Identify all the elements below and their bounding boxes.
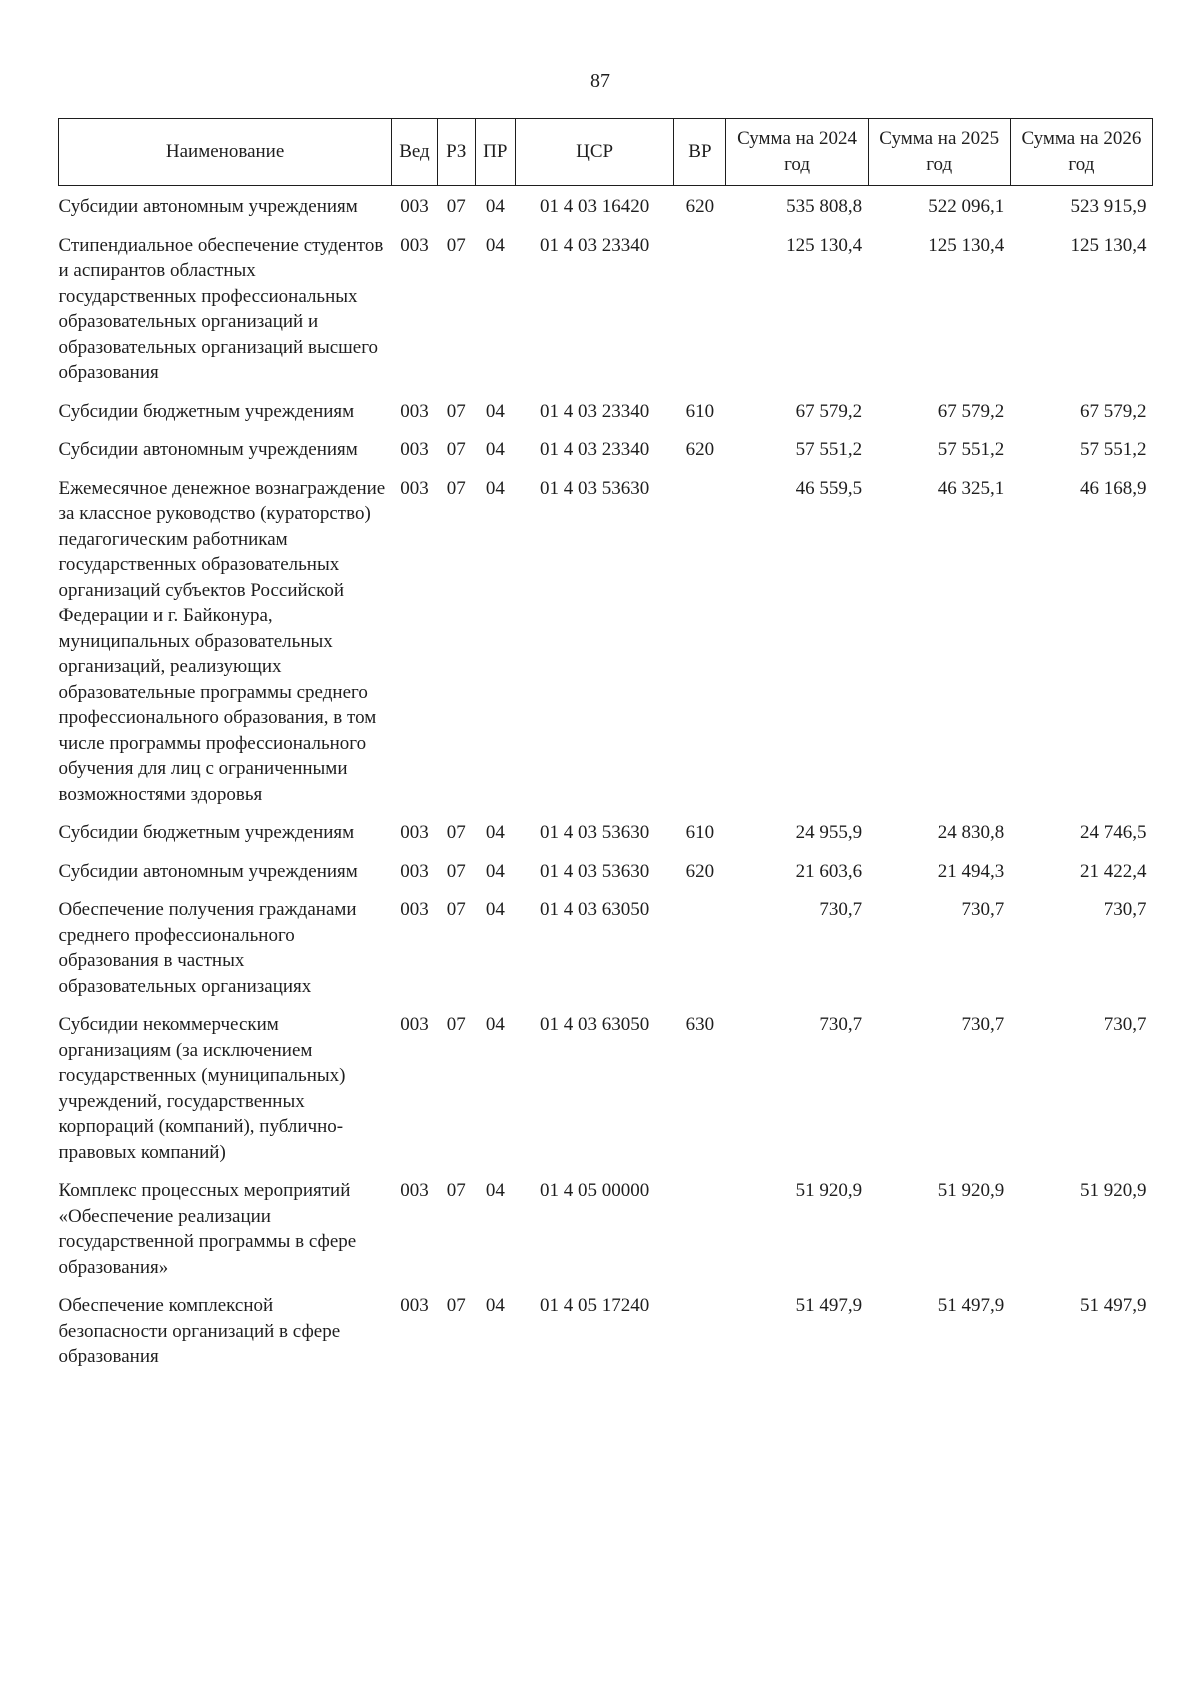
table-row (59, 429, 1153, 468)
table-row (59, 1170, 1153, 1285)
row-sum-2026-cell: 57 551,2 (1080, 439, 1147, 460)
row-vr-cell (674, 225, 726, 391)
row-name-cell: Обеспечение получения гражданами среднего профессионального образования в частных образовательных организациях (58, 899, 357, 997)
row-ved-cell: 003 (400, 1180, 429, 1201)
row-ved-cell: 003 (400, 400, 429, 422)
row-pr-cell: 04 (485, 234, 505, 256)
row-sum-2026-cell: 24 746,5 (1080, 822, 1147, 843)
row-sum-2024-cell: 730,7 (819, 1014, 863, 1035)
row-sum-2026-cell: 51 497,9 (1080, 1295, 1147, 1316)
row-pr-cell: 04 (485, 1014, 505, 1035)
row-sum-2024-cell: 730,7 (819, 899, 863, 920)
row-csr-cell: 01 4 03 53630 (540, 822, 650, 843)
row-rz-cell: 07 (446, 899, 466, 920)
header-ved: Вед (392, 119, 438, 186)
row-rz-cell: 07 (446, 860, 466, 882)
row-pr-cell: 04 (485, 1180, 505, 1201)
header-sum-2025: Сумма на 2025 год (868, 119, 1010, 186)
row-ved-cell: 003 (400, 822, 429, 843)
row-sum-2025-cell: 730,7 (961, 899, 1005, 920)
table-row (59, 1285, 1153, 1375)
table-body (59, 186, 1153, 1375)
row-ved-cell: 003 (400, 439, 429, 460)
row-sum-2025-cell: 51 920,9 (937, 1180, 1005, 1201)
row-pr-cell: 04 (485, 860, 505, 882)
header-sum-2026: Сумма на 2026 год (1010, 119, 1152, 186)
row-rz-cell: 07 (446, 400, 466, 422)
row-sum-2026-cell: 51 920,9 (1080, 1180, 1147, 1201)
row-csr-cell: 01 4 03 23340 (540, 234, 650, 256)
row-sum-2024-cell: 21 603,6 (795, 860, 863, 882)
row-ved-cell: 003 (400, 196, 429, 217)
row-rz-cell: 07 (446, 196, 466, 217)
row-sum-2026-cell: 523 915,9 (1070, 196, 1147, 217)
row-vr-cell (674, 468, 726, 813)
header-pr: ПР (475, 119, 515, 186)
row-sum-2024-cell: 51 497,9 (795, 1295, 863, 1316)
header-vr: ВР (674, 119, 726, 186)
row-csr-cell: 01 4 03 23340 (540, 400, 650, 422)
row-ved-cell: 003 (400, 860, 429, 882)
row-sum-2025-cell: 522 096,1 (928, 196, 1005, 217)
row-rz-cell: 07 (446, 1180, 466, 1201)
header-csr: ЦСР (515, 119, 673, 186)
table-row (59, 851, 1153, 890)
row-sum-2024-cell: 57 551,2 (795, 439, 863, 460)
row-sum-2026-cell: 67 579,2 (1080, 400, 1147, 422)
row-csr-cell: 01 4 03 53630 (540, 477, 650, 499)
row-sum-2024-cell: 24 955,9 (795, 822, 863, 843)
row-sum-2025-cell: 125 130,4 (928, 234, 1005, 256)
row-vr-cell: 620 (685, 196, 715, 217)
row-vr-cell: 610 (685, 400, 715, 422)
row-pr-cell: 04 (485, 400, 505, 422)
row-sum-2024-cell: 67 579,2 (795, 400, 863, 422)
row-ved-cell: 003 (400, 1014, 429, 1035)
header-row (59, 119, 1153, 186)
row-vr-cell: 620 (685, 439, 715, 460)
row-ved-cell: 003 (400, 1295, 429, 1316)
row-csr-cell: 01 4 03 23340 (540, 439, 650, 460)
header-rz: РЗ (437, 119, 475, 186)
row-csr-cell: 01 4 05 00000 (540, 1180, 650, 1201)
table-row (59, 391, 1153, 430)
row-ved-cell: 003 (400, 477, 429, 499)
row-vr-cell: 620 (685, 860, 715, 882)
row-sum-2026-cell: 730,7 (1103, 1014, 1147, 1035)
row-sum-2026-cell: 46 168,9 (1080, 477, 1147, 499)
row-sum-2025-cell: 67 579,2 (937, 400, 1005, 422)
row-ved-cell: 003 (400, 899, 429, 920)
row-sum-2025-cell: 24 830,8 (937, 822, 1005, 843)
row-pr-cell: 04 (485, 822, 505, 843)
row-csr-cell: 01 4 03 63050 (540, 1014, 650, 1035)
row-pr-cell: 04 (485, 1295, 505, 1316)
row-sum-2026-cell: 125 130,4 (1070, 234, 1147, 256)
row-sum-2026-cell: 730,7 (1103, 899, 1147, 920)
row-pr-cell: 04 (485, 899, 505, 920)
row-name-cell: Обеспечение комплексной безопасности организаций в сфере образования (58, 1295, 341, 1367)
row-sum-2026-cell: 21 422,4 (1080, 860, 1147, 882)
row-vr-cell: 630 (685, 1014, 715, 1035)
row-rz-cell: 07 (446, 822, 466, 843)
row-sum-2024-cell: 51 920,9 (795, 1180, 863, 1201)
table-header (59, 119, 1153, 186)
page-number: 87 (590, 70, 610, 92)
row-name-cell: Ежемесячное денежное вознаграждение за классное руководство (кураторство) педагогическим работникам государственных образовательных организаций субъектов Российской Федерации и г. Байконура, муниципальных образовательных организаций, реализующих образовательные программы среднего профессионального образования, в том числе программы профессионального обучения для лиц с ограниченными возможностями здоровья (58, 477, 386, 805)
row-csr-cell: 01 4 05 17240 (540, 1295, 650, 1316)
row-name-cell: Стипендиальное обеспечение студентов и аспирантов областных государственных профессиональных образовательных организаций и образовательных организаций высшего образования (58, 234, 384, 383)
row-csr-cell: 01 4 03 63050 (540, 899, 650, 920)
budget-table (58, 118, 1153, 1375)
row-pr-cell: 04 (485, 196, 505, 217)
row-name-cell: Субсидии бюджетным учреждениям (58, 822, 355, 843)
table-row (59, 186, 1153, 225)
row-rz-cell: 07 (446, 477, 466, 499)
row-sum-2025-cell: 51 497,9 (937, 1295, 1005, 1316)
table-row (59, 812, 1153, 851)
row-rz-cell: 07 (446, 1014, 466, 1035)
row-name-cell: Субсидии некоммерческим организациям (за исключением государственных (муниципальных) учреждений, государственных корпораций (компаний), публично-правовых компаний) (58, 1014, 346, 1163)
row-name-cell: Субсидии автономным учреждениям (58, 196, 358, 217)
row-sum-2024-cell: 535 808,8 (786, 196, 863, 217)
row-vr-cell (674, 1285, 726, 1375)
header-sum-2024: Сумма на 2024 год (726, 119, 868, 186)
row-pr-cell: 04 (485, 477, 505, 499)
row-pr-cell: 04 (485, 439, 505, 460)
row-csr-cell: 01 4 03 16420 (540, 196, 650, 217)
row-rz-cell: 07 (446, 234, 466, 256)
row-vr-cell (674, 1170, 726, 1285)
row-name-cell: Субсидии автономным учреждениям (58, 439, 358, 460)
row-sum-2025-cell: 57 551,2 (937, 439, 1005, 460)
row-name-cell: Комплекс процессных мероприятий «Обеспечение реализации государственной программы в сфере образования» (58, 1180, 357, 1278)
row-sum-2025-cell: 21 494,3 (937, 860, 1005, 882)
row-sum-2025-cell: 730,7 (961, 1014, 1005, 1035)
row-name-cell: Субсидии бюджетным учреждениям (58, 400, 355, 422)
header-name: Наименование (59, 119, 392, 186)
table-row (59, 889, 1153, 1004)
row-sum-2025-cell: 46 325,1 (937, 477, 1005, 499)
row-rz-cell: 07 (446, 1295, 466, 1316)
table-row (59, 225, 1153, 391)
row-sum-2024-cell: 46 559,5 (795, 477, 863, 499)
row-sum-2024-cell: 125 130,4 (786, 234, 863, 256)
row-vr-cell: 610 (685, 822, 715, 843)
row-name-cell: Субсидии автономным учреждениям (58, 860, 358, 882)
table-row (59, 1004, 1153, 1170)
row-csr-cell: 01 4 03 53630 (540, 860, 650, 882)
row-rz-cell: 07 (446, 439, 466, 460)
table-row (59, 468, 1153, 813)
row-vr-cell (674, 889, 726, 1004)
row-ved-cell: 003 (400, 234, 429, 256)
